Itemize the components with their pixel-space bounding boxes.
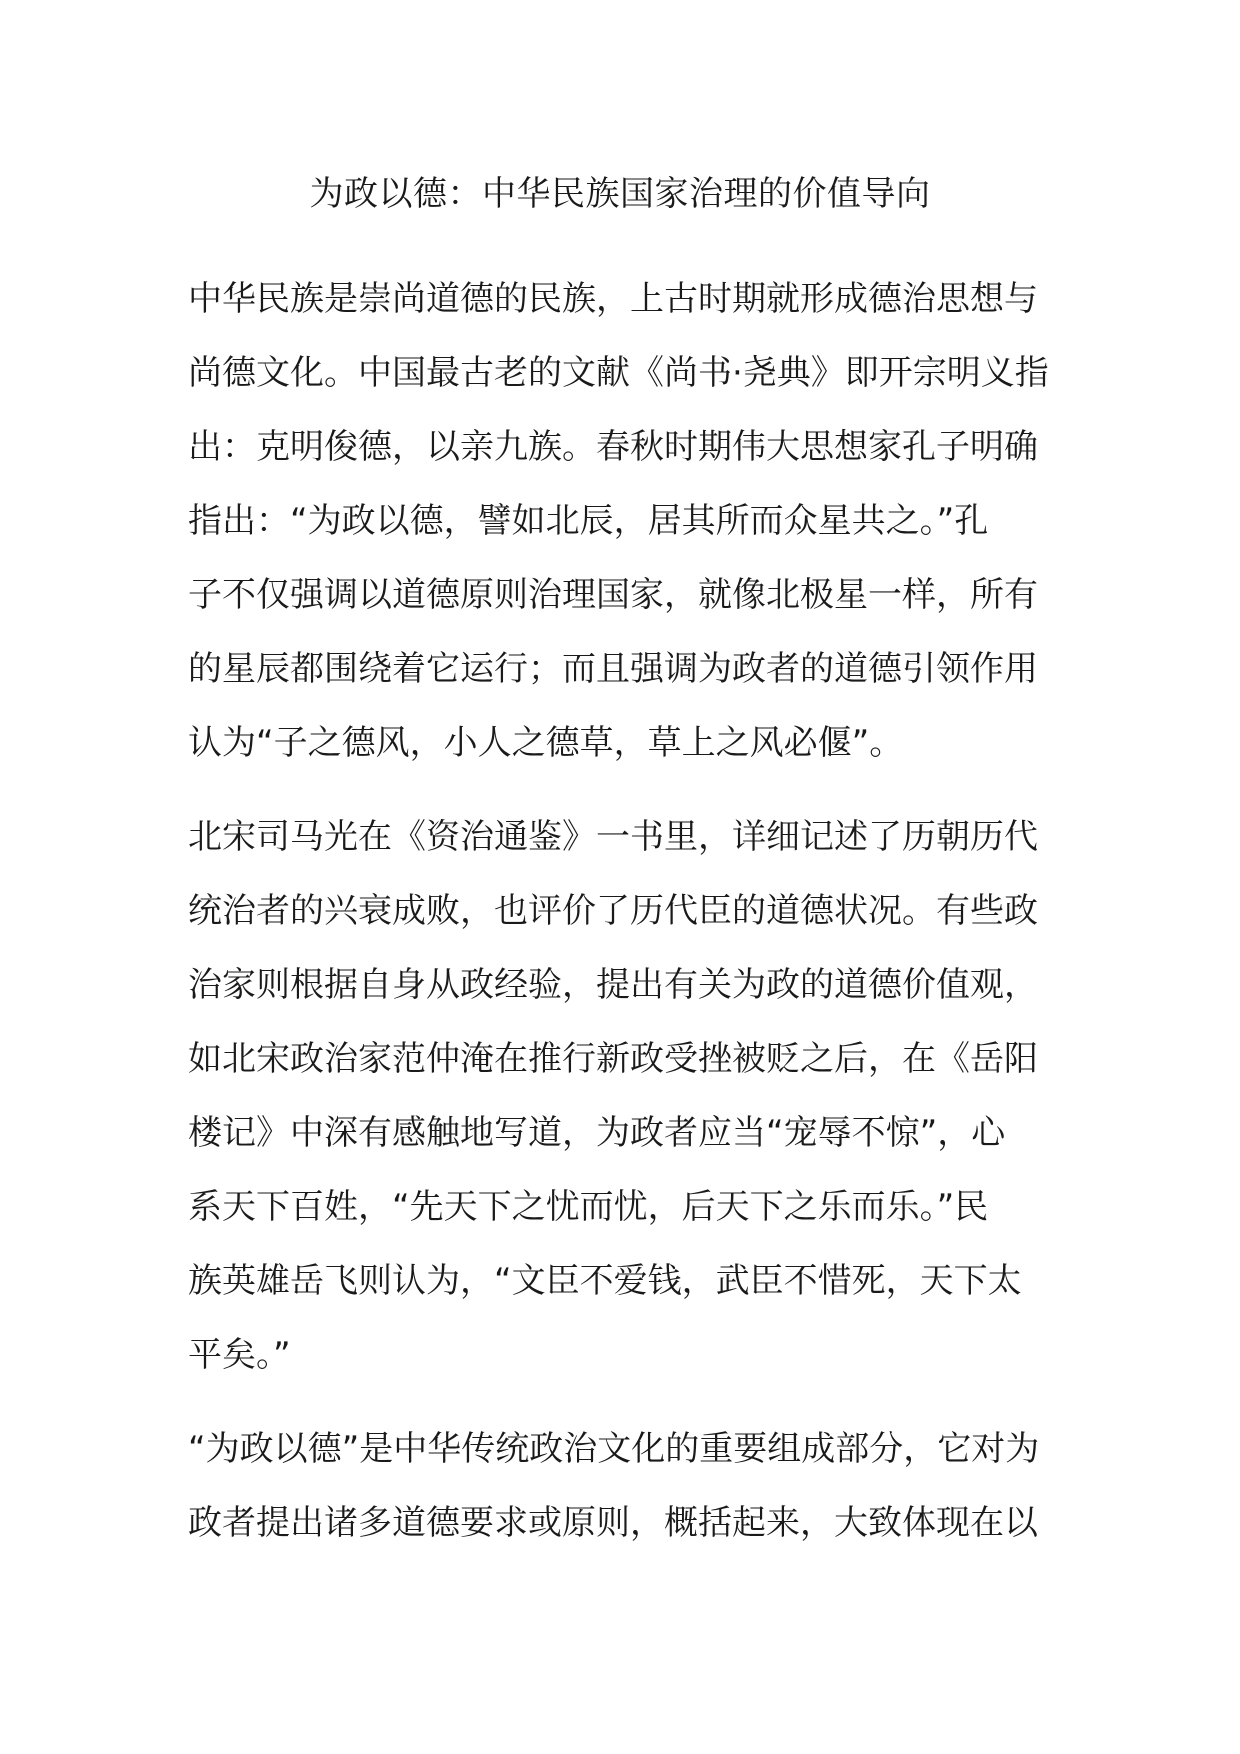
text-line: 楼记》中深有感触地写道，为政者应当“宠辱不惊”，心 [188, 1113, 1006, 1153]
text-line: 出：克明俊德，以亲九族。春秋时期伟大思想家孔子明确 [188, 427, 1038, 467]
text-line: 指出：“为政以德，譬如北辰，居其所而众星共之。”孔 [188, 501, 989, 541]
text-line: 的星辰都围绕着它运行；而且强调为政者的道德引领作用 [188, 649, 1038, 689]
text-line: 治家则根据自身从政经验，提出有关为政的道德价值观， [188, 965, 1038, 1005]
document-title: 为政以德：中华民族国家治理的价值导向 [309, 174, 931, 214]
text-line: 族英雄岳飞则认为，“文臣不爱钱，武臣不惜死，天下太 [188, 1261, 1022, 1301]
text-line: 北宋司马光在《资治通鉴》一书里，详细记述了历朝历代 [188, 817, 1038, 857]
text-line: 子不仅强调以道德原则治理国家，就像北极星一样，所有 [188, 575, 1038, 615]
text-line: 政者提出诸多道德要求或原则，概括起来，大致体现在以 [188, 1503, 1038, 1543]
text-line: 认为“子之德风，小人之德草，草上之风必偃”。 [188, 723, 904, 763]
text-line: 如北宋政治家范仲淹在推行新政受挫被贬之后，在《岳阳 [188, 1039, 1038, 1079]
paragraph-3 [188, 1412, 1056, 1560]
text-line: “为政以德”是中华传统政治文化的重要组成部分，它对为 [188, 1429, 1040, 1469]
paragraph-1 [188, 262, 1056, 780]
text-line: 统治者的兴衰成败，也评价了历代臣的道德状况。有些政 [188, 891, 1038, 931]
paragraph-2 [188, 800, 1056, 1392]
document-body [188, 262, 1056, 1580]
text-line: 平矣。” [188, 1335, 291, 1375]
text-line: 系天下百姓，“先天下之忧而忧，后天下之乐而乐。”民 [188, 1187, 989, 1227]
text-line: 尚德文化。中国最古老的文献《尚书·尧典》即开宗明义指 [188, 353, 1049, 393]
text-line: 中华民族是崇尚道德的民族，上古时期就形成德治思想与 [188, 279, 1038, 319]
